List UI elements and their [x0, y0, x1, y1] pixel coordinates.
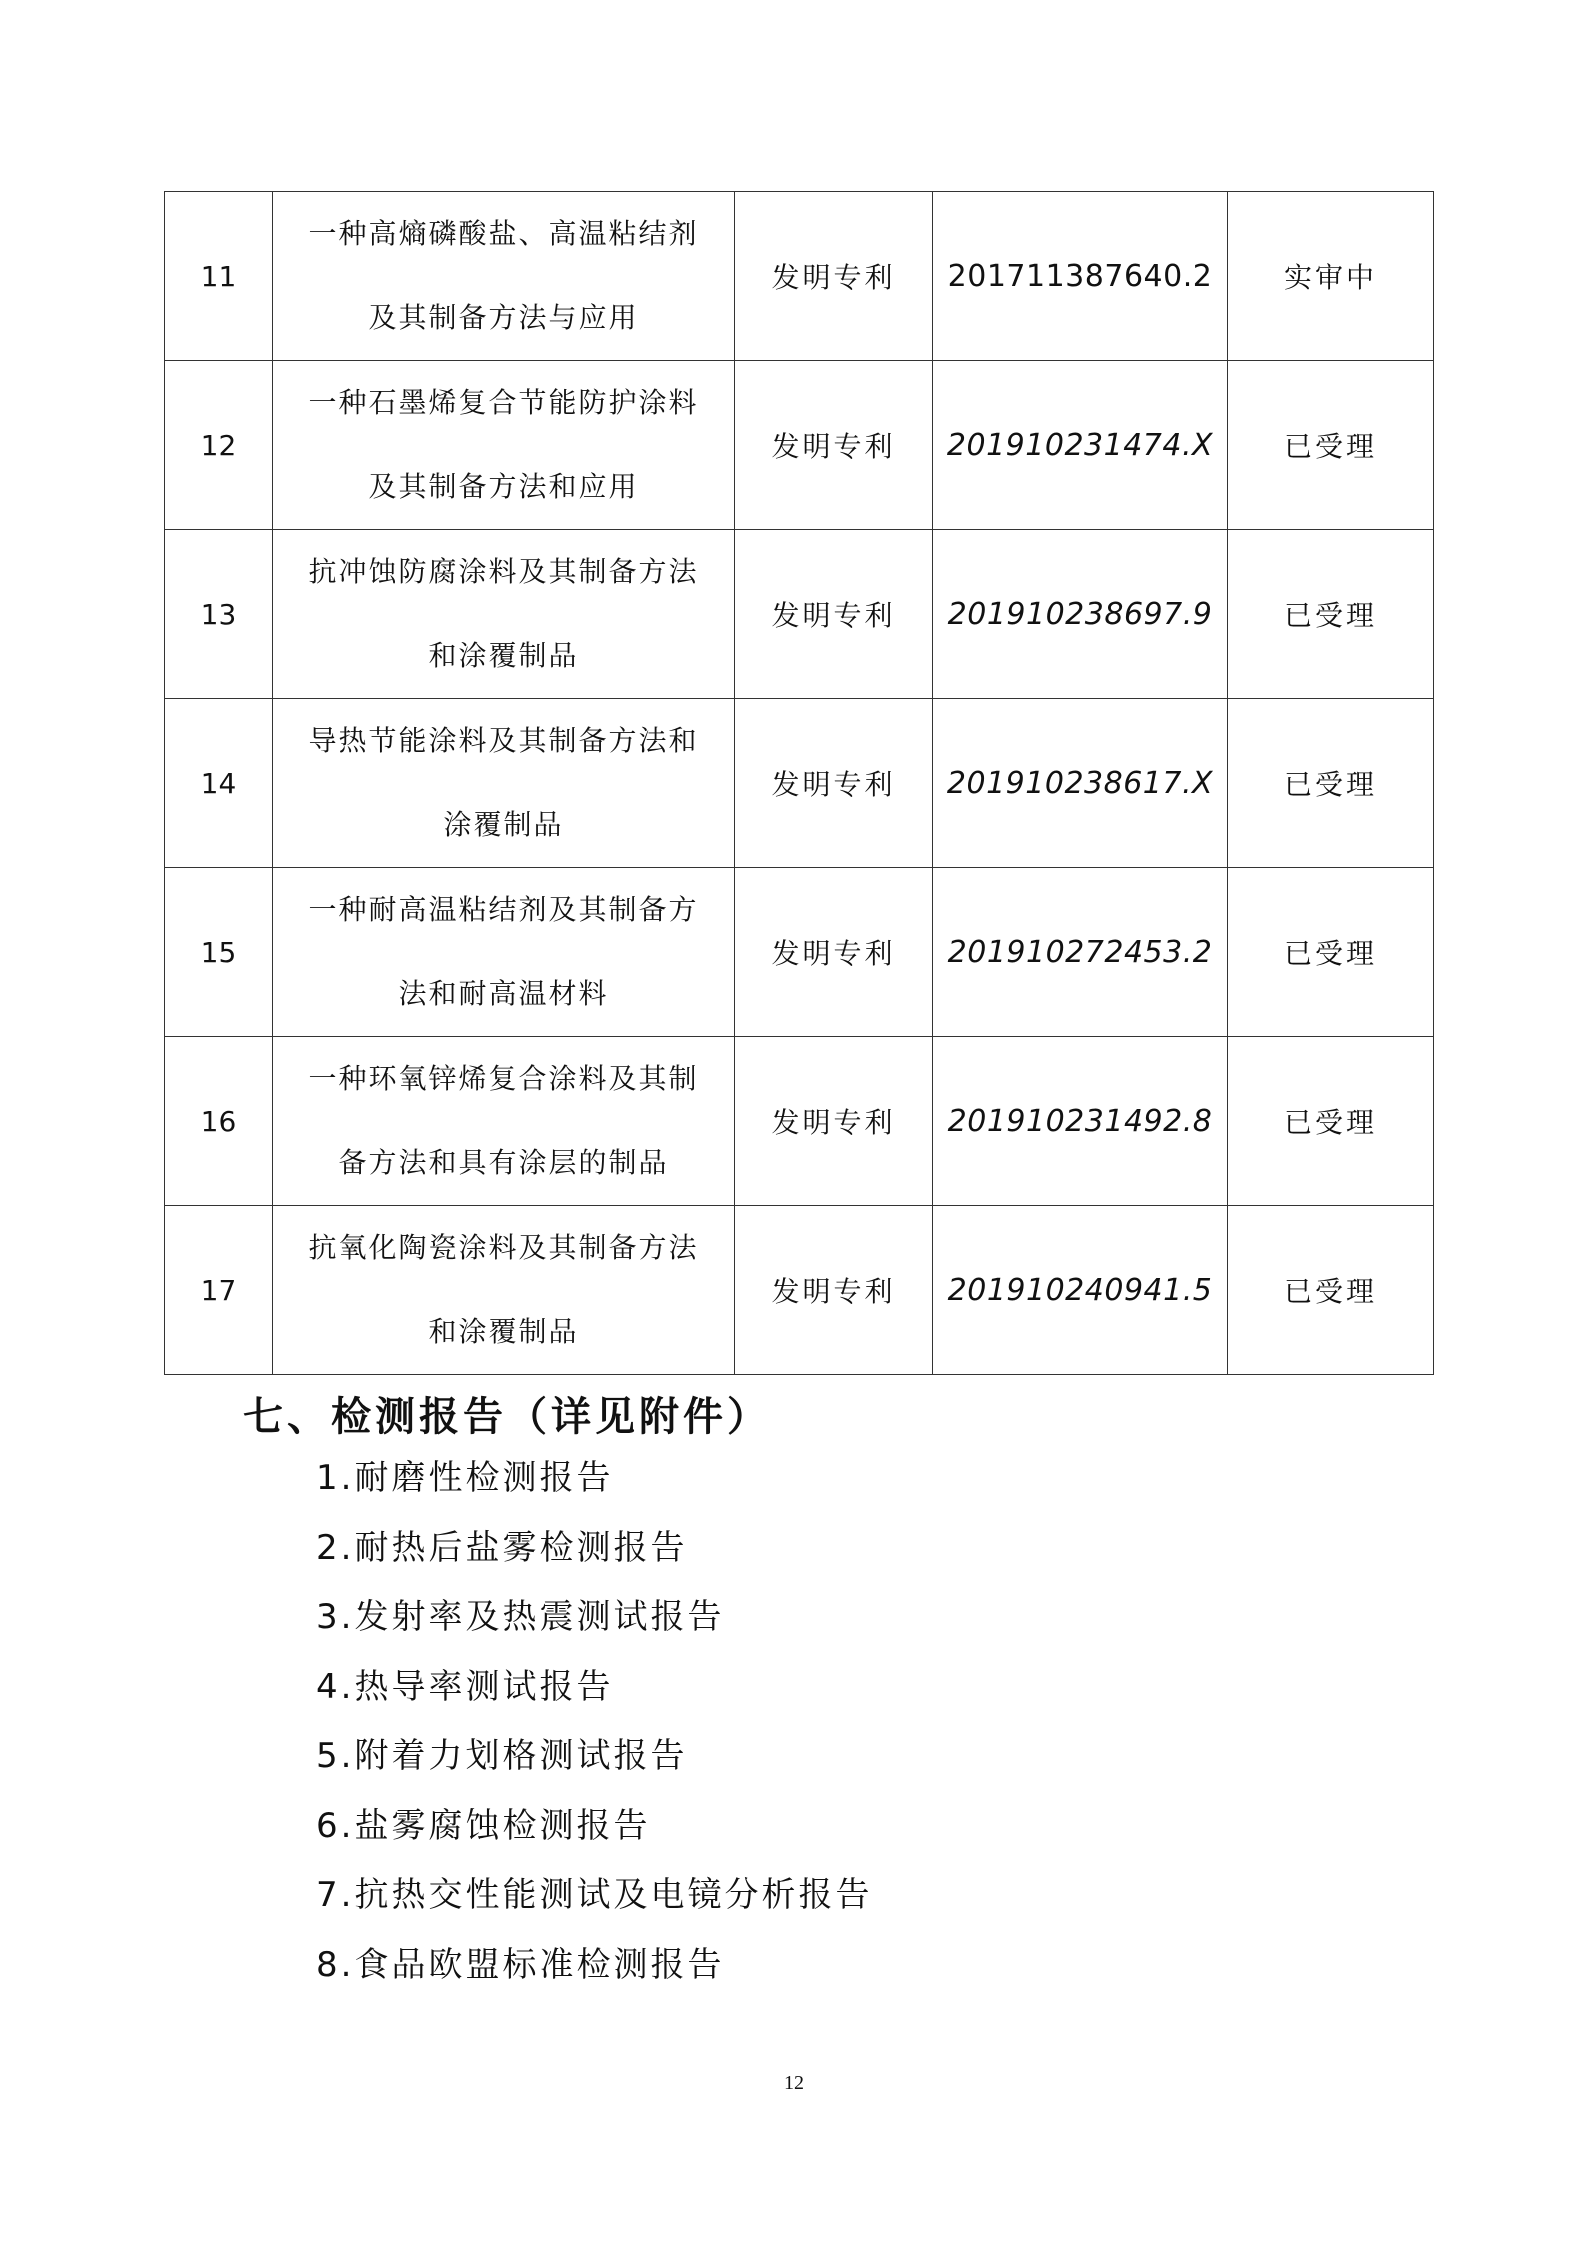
table-row [165, 192, 1434, 361]
row-number: 16 [165, 1037, 273, 1206]
row-number: 17 [165, 1206, 273, 1375]
patent-name [273, 192, 735, 361]
table-row [165, 530, 1434, 699]
patent-name [273, 530, 735, 699]
patent-number: 201711387640.2 [933, 192, 1228, 361]
list-item: 2.耐热后盐雾检测报告 [316, 1527, 688, 1568]
list-item: 4.热导率测试报告 [316, 1666, 614, 1707]
patent-name-line: 一种石墨烯复合节能防护涂料 [308, 386, 699, 419]
patent-name-line: 一种高熵磷酸盐、高温粘结剂 [308, 217, 699, 250]
patent-type: 发明专利 [735, 1206, 933, 1375]
patent-type: 发明专利 [735, 530, 933, 699]
patent-status: 已受理 [1228, 361, 1434, 530]
row-number: 11 [165, 192, 273, 361]
patent-name-line: 涂覆制品 [443, 808, 564, 841]
patent-name [273, 1206, 735, 1375]
patent-name-line: 和涂覆制品 [428, 1315, 579, 1348]
patent-type: 发明专利 [735, 699, 933, 868]
patent-name-line: 导热节能涂料及其制备方法和 [308, 724, 699, 757]
table-row [165, 699, 1434, 868]
patent-type: 发明专利 [735, 868, 933, 1037]
list-item: 8.食品欧盟标准检测报告 [316, 1944, 725, 1985]
patent-name-line: 备方法和具有涂层的制品 [338, 1146, 669, 1179]
patent-table [164, 191, 1434, 1375]
table-row [165, 868, 1434, 1037]
patent-status: 已受理 [1228, 868, 1434, 1037]
patent-name-line: 抗氧化陶瓷涂料及其制备方法 [308, 1231, 699, 1264]
patent-name [273, 868, 735, 1037]
patent-number: 201910238697.9 [933, 530, 1228, 699]
patent-type: 发明专利 [735, 192, 933, 361]
patent-number: 201910272453.2 [933, 868, 1228, 1037]
row-number: 15 [165, 868, 273, 1037]
patent-type: 发明专利 [735, 1037, 933, 1206]
report-list [316, 1448, 872, 2004]
table-row [165, 1206, 1434, 1375]
list-item: 6.盐雾腐蚀检测报告 [316, 1805, 651, 1846]
patent-number: 201910231474.X [933, 361, 1228, 530]
patent-name-line: 一种耐高温粘结剂及其制备方 [308, 893, 699, 926]
patent-status: 已受理 [1228, 1037, 1434, 1206]
patent-name-line: 和涂覆制品 [428, 639, 579, 672]
patent-name [273, 699, 735, 868]
patent-name [273, 361, 735, 530]
patent-name-line: 法和耐高温材料 [398, 977, 609, 1010]
list-item: 7.抗热交性能测试及电镜分析报告 [316, 1875, 873, 1915]
patent-name-line: 及其制备方法和应用 [368, 470, 639, 503]
patent-number: 201910238617.X [933, 699, 1228, 868]
patent-name [273, 1037, 735, 1206]
row-number: 14 [165, 699, 273, 868]
page-number: 12 [784, 2072, 804, 2094]
patent-number: 201910231492.8 [933, 1037, 1228, 1206]
table-row [165, 361, 1434, 530]
patent-status: 实审中 [1228, 192, 1434, 361]
row-number: 12 [165, 361, 273, 530]
list-item: 1.耐磨性检测报告 [316, 1458, 614, 1498]
patent-status: 已受理 [1228, 699, 1434, 868]
patent-name-line: 及其制备方法与应用 [368, 301, 639, 334]
section-title: 七、检测报告（详见附件） [243, 1394, 771, 1440]
patent-status: 已受理 [1228, 530, 1434, 699]
list-item: 5.附着力划格测试报告 [316, 1736, 688, 1776]
row-number: 13 [165, 530, 273, 699]
table-row [165, 1037, 1434, 1206]
patent-name-line: 抗冲蚀防腐涂料及其制备方法 [308, 555, 699, 588]
patent-name-line: 一种环氧锌烯复合涂料及其制 [308, 1062, 699, 1095]
patent-status: 已受理 [1228, 1206, 1434, 1375]
list-item: 3.发射率及热震测试报告 [316, 1597, 725, 1637]
patent-number: 201910240941.5 [933, 1206, 1228, 1375]
patent-type: 发明专利 [735, 361, 933, 530]
